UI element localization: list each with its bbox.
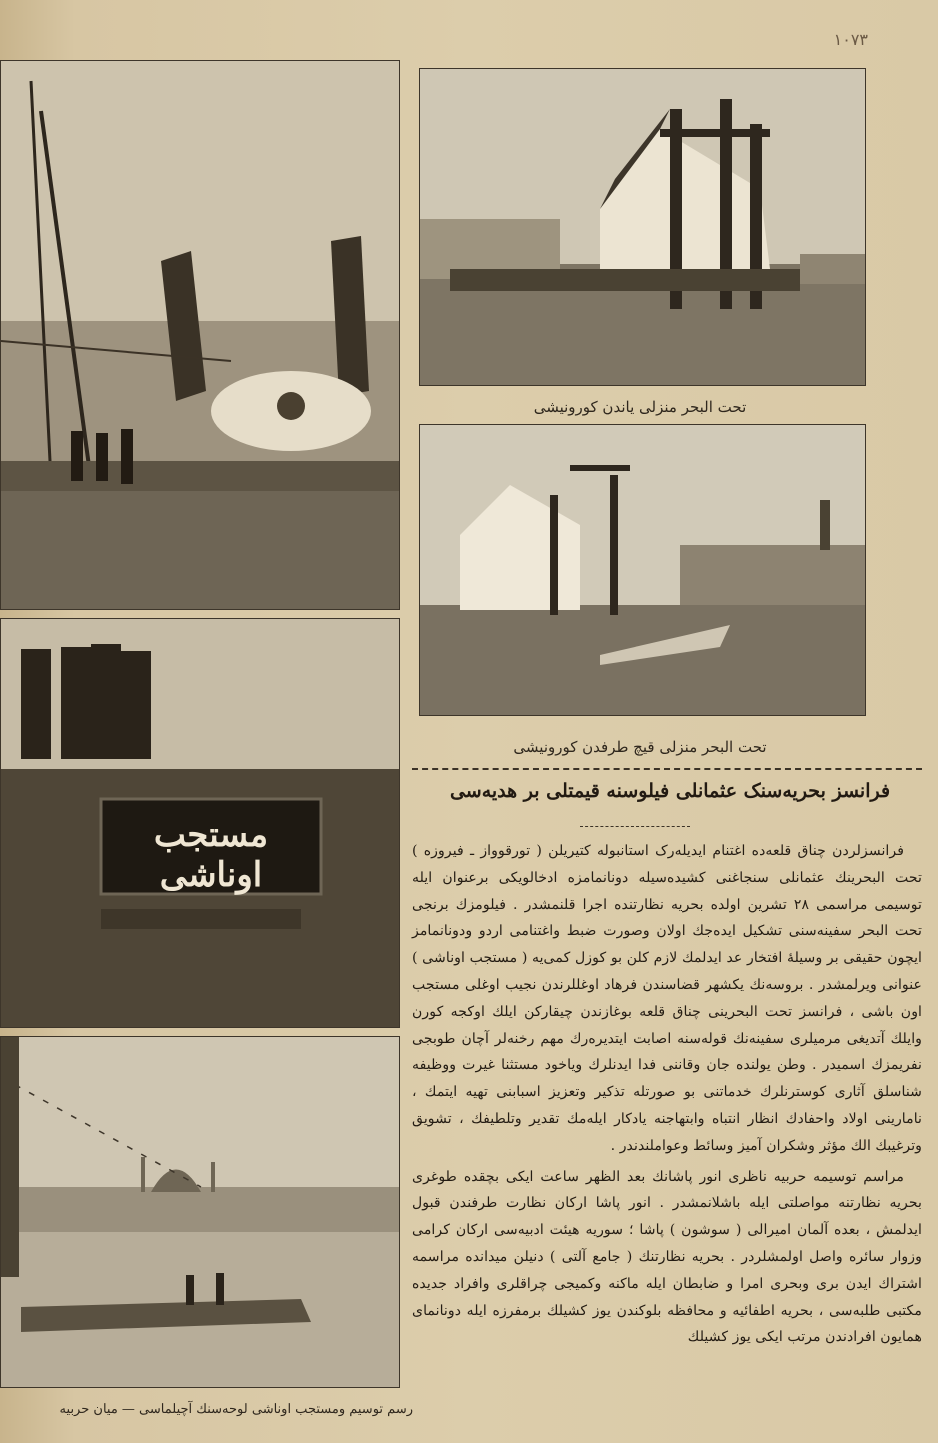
vessel-nameplate-text: مستجب اوناشی — [153, 815, 269, 895]
article-paragraph-2: مراسم توسیمه حربیه ناظری انور پاشانك بعد الظهر ساعت ایکی بچقده طوغری بحریه نظارتنه مواصلتی ایله باشلانمشدر . انور پاشا ارکان نظارت طرفندن قبول ایدلمش ، بعده آلمان امیرالی ( سوشون ) پاشا ؛ سوریه هیئت ادبیه‌سی ارکان کرامی وزوار سائره واصل اولمشلردر . بحریه نظارتنك ( جامع آلتی ) دنیلن میدانده مراسمه اشتراك ایدن بری وبحری امرا و ضابطان ایله ماکنه وکمیجی چراقلری وافراد جدیده مکتبی طلبه‌سی ، بحریه اطفائیه و محافظه بلوکندن یوز کشیلك برمفرزه ایله دونانمای همایون افرادندن مرتب ایکی یوز کشیلك — [412, 1168, 922, 1346]
photo-submarine-rear — [419, 424, 866, 716]
caption-middle-right: تحت البحر منزلی قیچ طرفدن کورونیشی — [513, 738, 767, 756]
article-body — [412, 838, 922, 1355]
article-heading: فرانسز بحریه‌سنک عثمانلی فیلوسنه قیمتلی بر هدیه‌سی — [449, 780, 891, 802]
section-divider — [412, 768, 922, 770]
photo-harbour-mosque — [0, 1036, 400, 1388]
caption-top-right: تحت البحر منزلی یاندن کورونیشی — [533, 398, 747, 416]
page-number: ١٠٧٣ — [833, 30, 868, 49]
photo-ship-deck-flags — [0, 60, 400, 610]
article-paragraph-1: فرانسزلردن چناق قلعه‌ده اغتنام ایدیله‌رک استانبوله کتیریلن ( تورقوواز ـ فیروزه ) تحت البحرینك عثمانلی سنجاغنی کشیده‌سیله دونانمامزه ادخالویکی برعنوان ایله توسیمی مراسمی ۲۸ تشرین اولده بحریه نظارتنده اجرا قلنمشدر . فیلومزك برنجی تحت البحر سفینه‌سنی تشکیل ایده‌جك اولان وصورت ضبط واغتنامی اردو ودونانمامز ایچون حقیقی بر وسیلهٔ افتخار عد ایدلمك لازم کلن بو کوزل کمی‌یه ( مستجب اوناشی ) عنوانی ویرلمشدر . بروسه‌نك یکشهر قضاسندن فرهاد اوغللرندن نجیب اوغلی مستجب اون باشی ، فرانسز تحت البحرینی چناق قلعه بوغازندن چیقارکن ایلك اوکجه کورن وایلك آتدیغی مرمیلری سفینه‌نك قوله‌سنه اصابت ایتدیره‌رك مهم رخنه‌لر آچان طوبجی نفریمزك اسمیدر . وطن یولنده جان وقاننی فدا ایدنلرك ویاخود مستثنا غیرت ووظیفه شناسلق آثاری کوسترنلرك خدماتنی بو صورتله تذکیر وتعزیز اسبابنی تهیه ایتمك ، نامارینی اولاد واحفادك انظار انتباه وابتهاجنه یادکار ایله‌مك تقدیر وتلطیفك ، تشویق وترغیبك الك مؤثر وشکران آمیز وسائط وعواملندندر . — [412, 843, 922, 1154]
photo-submarine-house-side — [419, 68, 866, 386]
heading-underline — [580, 826, 690, 827]
left-bottom-caption: رسم توسیم ومستجب اوناشی لوحه‌سنك آچیلماسی — میان حربیه — [59, 1402, 413, 1417]
photo-crew-nameplate — [0, 618, 400, 1028]
